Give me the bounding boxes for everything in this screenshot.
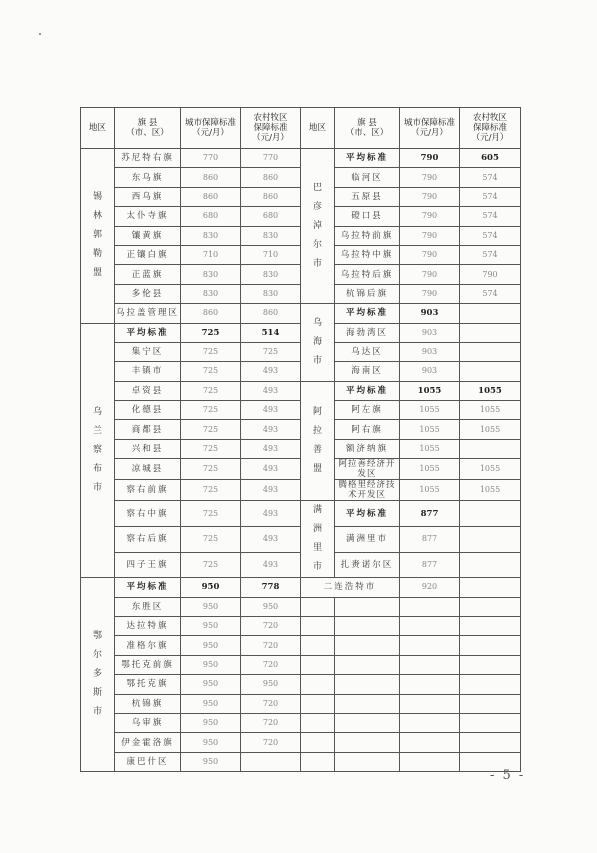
urban-standard: 725 (181, 420, 241, 439)
urban-standard: 950 (181, 636, 241, 655)
table-row (81, 636, 521, 655)
empty-cell (301, 655, 335, 674)
urban-standard: 790 (400, 149, 460, 168)
urban-standard: 725 (181, 459, 241, 480)
county-name: 平均标准 (335, 149, 400, 168)
county-name: 临河区 (335, 168, 400, 187)
county-name: 太仆寺旗 (115, 207, 181, 226)
urban-standard: 725 (181, 362, 241, 381)
rural-standard: 1055 (460, 420, 521, 439)
rural-standard: 574 (460, 245, 521, 264)
empty-cell (335, 733, 400, 752)
urban-standard: 830 (181, 284, 241, 303)
county-name: 扎赉诺尔区 (335, 552, 400, 578)
county-name: 卓资县 (115, 381, 181, 400)
county-name: 杭锦旗 (115, 694, 181, 713)
county-name: 杭锦后旗 (335, 284, 400, 303)
region-name-text: 满洲里市 (312, 505, 322, 573)
region-name-text: 巴彦淖尔市 (312, 182, 322, 269)
rural-standard: 493 (241, 420, 301, 439)
region-name (81, 149, 115, 324)
empty-cell (335, 713, 400, 732)
county-name: 鄂托克前旗 (115, 655, 181, 674)
empty-cell (400, 694, 460, 713)
urban-standard: 725 (181, 439, 241, 458)
empty-cell (335, 597, 400, 616)
urban-standard: 725 (181, 552, 241, 578)
table-row (81, 733, 521, 752)
header-row (81, 108, 521, 149)
empty-cell (460, 636, 521, 655)
empty-cell (301, 675, 335, 694)
rural-standard (460, 342, 521, 361)
empty-cell (400, 636, 460, 655)
county-name: 乌拉特前旗 (335, 226, 400, 245)
county-name: 五原县 (335, 187, 400, 206)
urban-standard: 725 (181, 381, 241, 400)
empty-cell (460, 617, 521, 636)
urban-standard: 877 (400, 526, 460, 552)
county-name: 察右中旗 (115, 501, 181, 527)
rural-standard: 950 (241, 597, 301, 616)
rural-standard: 710 (241, 245, 301, 264)
empty-cell (400, 752, 460, 771)
header-region: 地区 (81, 108, 115, 149)
table-row (81, 675, 521, 694)
urban-standard: 770 (181, 149, 241, 168)
rural-standard (460, 501, 521, 527)
header-county: 旗 县 （市、区） (335, 108, 400, 149)
urban-standard: 877 (400, 501, 460, 527)
empty-cell (400, 713, 460, 732)
county-name: 多伦县 (115, 284, 181, 303)
urban-standard: 725 (181, 526, 241, 552)
table-row (81, 752, 521, 771)
rural-standard (460, 304, 521, 323)
urban-standard: 790 (400, 245, 460, 264)
county-name: 镶黄旗 (115, 226, 181, 245)
empty-cell (301, 713, 335, 732)
county-name: 乌拉特中旗 (335, 245, 400, 264)
empty-cell (301, 617, 335, 636)
county-name: 达拉特旗 (115, 617, 181, 636)
urban-standard: 950 (181, 713, 241, 732)
rural-standard: 493 (241, 362, 301, 381)
county-name: 丰镇市 (115, 362, 181, 381)
region-name (301, 501, 335, 578)
rural-standard: 720 (241, 713, 301, 732)
county-name: 平均标准 (335, 304, 400, 323)
urban-standard: 950 (181, 578, 241, 597)
county-name: 正镶白旗 (115, 245, 181, 264)
rural-standard: 720 (241, 694, 301, 713)
county-name: 鄂托克旗 (115, 675, 181, 694)
rural-standard: 493 (241, 480, 301, 501)
urban-standard: 790 (400, 207, 460, 226)
header-urban: 城市保障标准 （元/月） (181, 108, 241, 149)
region-name-text: 阿拉善盟 (312, 406, 322, 474)
urban-standard: 710 (181, 245, 241, 264)
urban-standard: 1055 (400, 480, 460, 501)
urban-standard: 860 (181, 304, 241, 323)
header-county: 旗 县 （市、区） (115, 108, 181, 149)
empty-cell (400, 675, 460, 694)
empty-cell (460, 713, 521, 732)
urban-standard: 1055 (400, 381, 460, 400)
scan-speck (39, 33, 41, 35)
urban-standard: 790 (400, 187, 460, 206)
urban-standard: 950 (181, 752, 241, 771)
rural-standard: 493 (241, 526, 301, 552)
county-name: 满洲里市 (335, 526, 400, 552)
urban-standard: 790 (400, 168, 460, 187)
rural-standard: 514 (241, 323, 301, 342)
county-name: 兴和县 (115, 439, 181, 458)
county-name: 化德县 (115, 401, 181, 420)
rural-standard: 830 (241, 265, 301, 284)
rural-standard: 605 (460, 149, 521, 168)
rural-standard: 493 (241, 501, 301, 527)
county-name: 乌达区 (335, 342, 400, 361)
rural-standard: 574 (460, 226, 521, 245)
rural-standard (460, 552, 521, 578)
rural-standard: 860 (241, 168, 301, 187)
urban-standard: 950 (181, 733, 241, 752)
empty-cell (301, 636, 335, 655)
table-row (81, 381, 521, 400)
rural-standard: 860 (241, 304, 301, 323)
urban-standard: 1055 (400, 401, 460, 420)
county-name: 乌拉特后旗 (335, 265, 400, 284)
urban-standard: 790 (400, 226, 460, 245)
rural-standard: 720 (241, 636, 301, 655)
urban-standard: 877 (400, 552, 460, 578)
empty-cell (335, 752, 400, 771)
empty-cell (460, 655, 521, 674)
empty-cell (460, 597, 521, 616)
empty-cell (301, 733, 335, 752)
empty-cell (335, 655, 400, 674)
county-name: 海勃湾区 (335, 323, 400, 342)
urban-standard: 790 (400, 265, 460, 284)
table-row (81, 694, 521, 713)
county-name: 商都县 (115, 420, 181, 439)
county-name: 凉城县 (115, 459, 181, 480)
urban-standard: 680 (181, 207, 241, 226)
rural-standard: 574 (460, 168, 521, 187)
rural-standard: 950 (241, 675, 301, 694)
county-name: 正蓝旗 (115, 265, 181, 284)
empty-cell (301, 694, 335, 713)
empty-cell (335, 694, 400, 713)
rural-standard: 720 (241, 655, 301, 674)
county-name: 二连浩特市 (301, 578, 400, 597)
rural-standard: 725 (241, 342, 301, 361)
county-name: 海南区 (335, 362, 400, 381)
urban-standard: 830 (181, 265, 241, 284)
county-name: 苏尼特右旗 (115, 149, 181, 168)
county-name: 察右后旗 (115, 526, 181, 552)
header-urban: 城市保障标准 （元/月） (400, 108, 460, 149)
region-name (301, 149, 335, 304)
county-name: 额济纳旗 (335, 439, 400, 458)
urban-standard: 903 (400, 362, 460, 381)
rural-standard: 574 (460, 187, 521, 206)
empty-cell (460, 733, 521, 752)
urban-standard: 950 (181, 675, 241, 694)
urban-standard: 1055 (400, 439, 460, 458)
rural-standard: 493 (241, 552, 301, 578)
table-row (81, 578, 521, 597)
urban-standard: 725 (181, 501, 241, 527)
rural-standard: 493 (241, 439, 301, 458)
rural-standard (460, 323, 521, 342)
rural-standard (460, 362, 521, 381)
county-name: 察右前旗 (115, 480, 181, 501)
county-name: 平均标准 (115, 578, 181, 597)
county-name: 四子王旗 (115, 552, 181, 578)
rural-standard: 1055 (460, 480, 521, 501)
urban-standard: 725 (181, 342, 241, 361)
urban-standard: 950 (181, 694, 241, 713)
region-name-text: 鄂尔多斯市 (92, 631, 102, 718)
county-name: 准格尔旗 (115, 636, 181, 655)
rural-standard: 830 (241, 284, 301, 303)
rural-standard: 574 (460, 207, 521, 226)
rural-standard (460, 578, 521, 597)
table-row (81, 617, 521, 636)
table-row (81, 713, 521, 732)
empty-cell (335, 617, 400, 636)
county-name: 西乌旗 (115, 187, 181, 206)
urban-standard: 903 (400, 304, 460, 323)
county-name: 伊金霍洛旗 (115, 733, 181, 752)
empty-cell (301, 597, 335, 616)
rural-standard: 770 (241, 149, 301, 168)
county-name: 阿左旗 (335, 401, 400, 420)
standards-table (80, 107, 521, 772)
rural-standard: 720 (241, 617, 301, 636)
rural-standard: 680 (241, 207, 301, 226)
urban-standard: 920 (400, 578, 460, 597)
rural-standard: 493 (241, 401, 301, 420)
county-name: 磴口县 (335, 207, 400, 226)
rural-standard: 790 (460, 265, 521, 284)
region-name-text: 乌兰察布市 (92, 406, 102, 493)
page-number: - 5 - (490, 768, 526, 783)
rural-standard (241, 752, 301, 771)
urban-standard: 860 (181, 187, 241, 206)
urban-standard: 860 (181, 168, 241, 187)
table-row (81, 501, 521, 527)
region-name-text: 锡林郭勒盟 (92, 192, 102, 279)
urban-standard: 725 (181, 480, 241, 501)
empty-cell (301, 752, 335, 771)
urban-standard: 950 (181, 655, 241, 674)
rural-standard: 1055 (460, 401, 521, 420)
header-rural: 农村牧区 保障标准 （元/月） (241, 108, 301, 149)
empty-cell (400, 655, 460, 674)
table-row (81, 149, 521, 168)
county-name: 集宁区 (115, 342, 181, 361)
empty-cell (335, 636, 400, 655)
county-name: 阿拉善经济开发区 (335, 459, 400, 480)
urban-standard: 725 (181, 323, 241, 342)
county-name: 乌拉盖管理区 (115, 304, 181, 323)
rural-standard: 830 (241, 226, 301, 245)
county-name: 康巴什区 (115, 752, 181, 771)
county-name: 东乌旗 (115, 168, 181, 187)
rural-standard (460, 526, 521, 552)
urban-standard: 950 (181, 617, 241, 636)
county-name: 乌审旗 (115, 713, 181, 732)
urban-standard: 950 (181, 597, 241, 616)
rural-standard: 493 (241, 381, 301, 400)
region-name-text: 乌海市 (312, 317, 322, 366)
rural-standard: 720 (241, 733, 301, 752)
rural-standard: 574 (460, 284, 521, 303)
table-row (81, 304, 521, 323)
empty-cell (400, 597, 460, 616)
region-name (81, 323, 115, 578)
county-name: 平均标准 (335, 381, 400, 400)
region-name (301, 304, 335, 382)
rural-standard: 1055 (460, 381, 521, 400)
empty-cell (460, 694, 521, 713)
empty-cell (400, 617, 460, 636)
county-name: 东胜区 (115, 597, 181, 616)
header-region: 地区 (301, 108, 335, 149)
rural-standard: 493 (241, 459, 301, 480)
urban-standard: 830 (181, 226, 241, 245)
county-name: 阿右旗 (335, 420, 400, 439)
table-row (81, 597, 521, 616)
table-row (81, 655, 521, 674)
urban-standard: 903 (400, 323, 460, 342)
rural-standard: 1055 (460, 459, 521, 480)
region-name (81, 578, 115, 772)
county-name: 平均标准 (115, 323, 181, 342)
empty-cell (335, 675, 400, 694)
urban-standard: 903 (400, 342, 460, 361)
county-name: 腾格里经济技术开发区 (335, 480, 400, 501)
rural-standard: 860 (241, 187, 301, 206)
header-rural: 农村牧区 保障标准 （元/月） (460, 108, 521, 149)
urban-standard: 1055 (400, 459, 460, 480)
rural-standard (460, 439, 521, 458)
region-name (301, 381, 335, 501)
urban-standard: 790 (400, 284, 460, 303)
county-name: 平均标准 (335, 501, 400, 527)
empty-cell (400, 733, 460, 752)
rural-standard: 778 (241, 578, 301, 597)
urban-standard: 1055 (400, 420, 460, 439)
empty-cell (460, 675, 521, 694)
urban-standard: 725 (181, 401, 241, 420)
